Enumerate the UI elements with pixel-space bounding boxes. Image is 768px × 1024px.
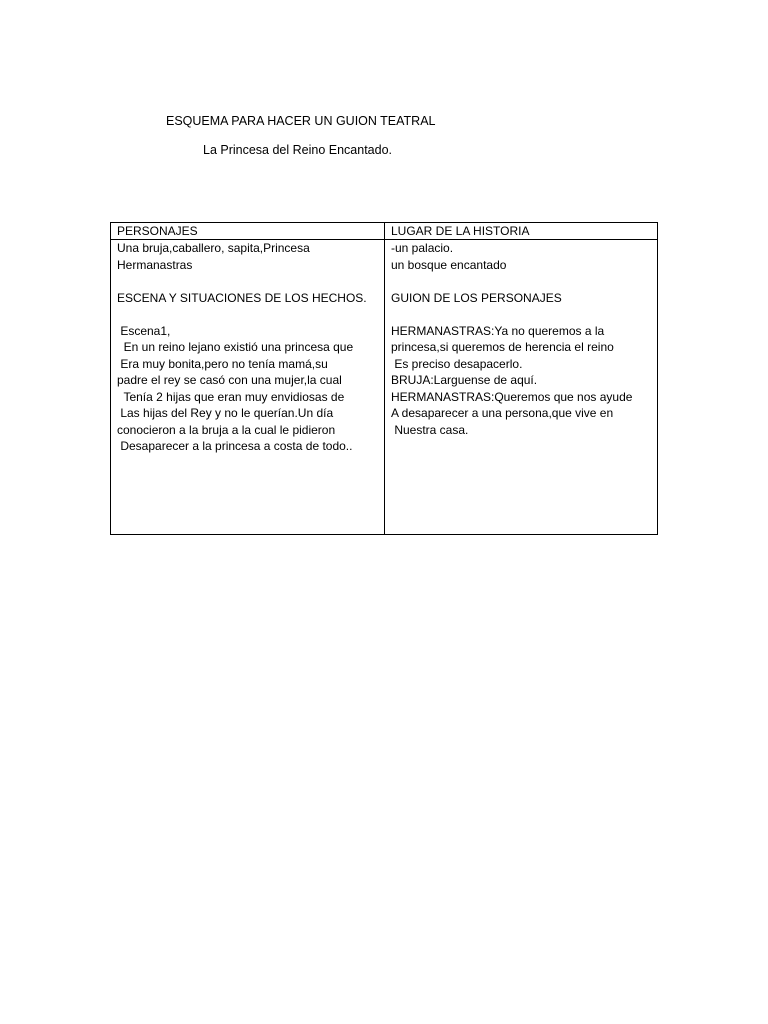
header-personajes: PERSONAJES — [117, 224, 198, 238]
text-line: un bosque encantado — [391, 257, 507, 272]
text-line: Era muy bonita,pero no tenía mamá,su — [117, 356, 328, 371]
content-table — [110, 222, 658, 535]
text-line: BRUJA:Larguense de aquí. — [391, 373, 538, 387]
text-line: padre el rey se casó con una mujer,la cual — [117, 373, 342, 387]
text-line: Escena1, — [117, 323, 171, 338]
text-line — [391, 306, 655, 323]
text-line: Hermanastras — [117, 257, 193, 272]
text-line: Nuestra casa. — [391, 422, 469, 437]
text-line: Una bruja,caballero, sapita,Princesa — [117, 241, 310, 255]
text-line: Tenía 2 hijas que eran muy envidiosas de — [117, 389, 345, 404]
text-line — [117, 306, 379, 323]
text-line: A desaparecer a una persona,que vive en — [391, 406, 614, 420]
right-cell — [391, 240, 655, 438]
text-line: conocieron a la bruja a la cual le pidieron — [117, 422, 336, 437]
document-subtitle: La Princesa del Reino Encantado. — [203, 143, 393, 157]
text-line — [391, 273, 655, 290]
text-line — [117, 273, 379, 290]
text-line: HERMANASTRAS:Queremos que nos ayude — [391, 389, 633, 404]
header-lugar-historia: LUGAR DE LA HISTORIA — [391, 224, 530, 238]
left-cell — [117, 240, 379, 455]
document-title: ESQUEMA PARA HACER UN GUION TEATRAL — [166, 114, 436, 128]
text-line: En un reino lejano existió una princesa que — [117, 340, 354, 354]
text-line: -un palacio. — [391, 241, 454, 255]
text-line: Desaparecer a la princesa a costa de todo.. — [117, 439, 353, 453]
text-line: Las hijas del Rey y no le querían.Un día — [117, 406, 334, 420]
text-line: Es preciso desapacerlo. — [391, 356, 523, 371]
text-line: GUION DE LOS PERSONAJES — [391, 290, 562, 305]
column-divider — [384, 223, 385, 534]
text-line: ESCENA Y SITUACIONES DE LOS HECHOS. — [117, 290, 367, 305]
text-line: princesa,si queremos de herencia el reino — [391, 340, 614, 354]
text-line: HERMANASTRAS:Ya no queremos a la — [391, 323, 605, 338]
